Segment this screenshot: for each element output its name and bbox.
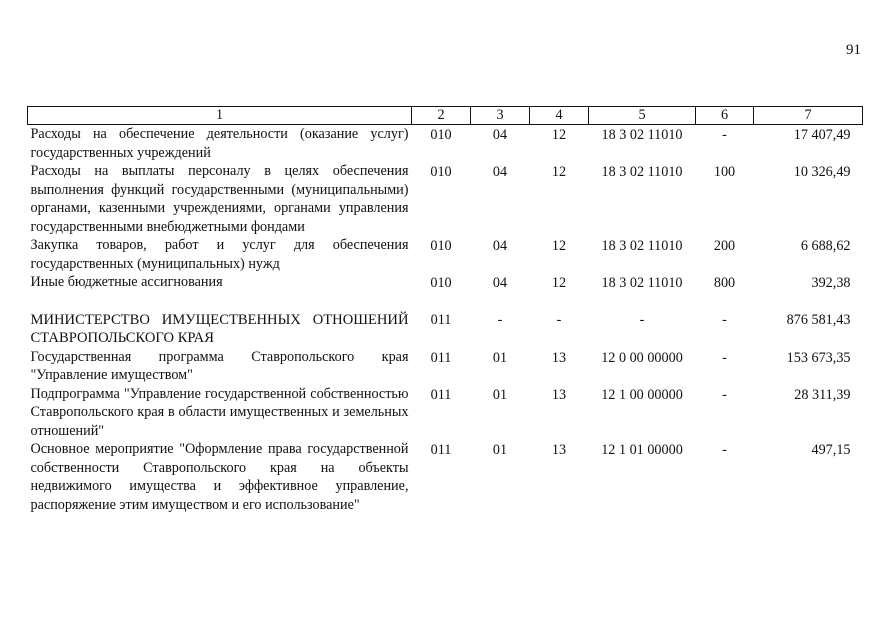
row-subsection-code: 13 [551, 442, 567, 458]
row-section-code: - [497, 311, 503, 328]
row-expense-type: 200 [713, 238, 736, 254]
row-section-code: 01 [492, 442, 508, 458]
row-target-code: 18 3 02 11010 [601, 164, 683, 180]
row-subsection-code: 13 [551, 386, 567, 403]
budget-table [27, 106, 863, 514]
row-ministry-code: 010 [430, 275, 452, 291]
row-name: Государственная программа Ставропольского края "Управление имуществом" [30, 348, 409, 383]
row-ministry-code: 010 [430, 127, 452, 143]
row-section-code: 04 [492, 275, 508, 291]
row-target-code: 18 3 02 11010 [601, 275, 683, 291]
row-ministry-code: 010 [430, 238, 452, 254]
row-subsection-code: 12 [551, 127, 567, 143]
table-row [28, 440, 863, 514]
row-expense-type: - [722, 386, 727, 403]
row-section-code: 04 [492, 238, 508, 254]
row-expense-type: - [722, 442, 727, 458]
row-amount: 6 688,62 [800, 238, 851, 254]
row-name: Расходы на выплаты персоналу в целях обеспечения выполнения функций государственными (муниципальными) органами, казенными учреждениями, органами управления государственными внебюджетными фондами [30, 163, 409, 235]
row-ministry-code: 010 [430, 164, 452, 180]
row-subsection-code: - [556, 311, 562, 328]
row-target-code: 18 3 02 11010 [601, 127, 683, 143]
row-name: Закупка товаров, работ и услуг для обеспечения государственных (муниципальных) нужд [30, 237, 409, 272]
table-row [28, 348, 863, 385]
row-expense-type: - [722, 311, 727, 328]
col-header-amount: 7 [754, 107, 863, 125]
table-row [28, 125, 863, 163]
table-row [28, 273, 863, 293]
row-section-code: 04 [492, 127, 508, 143]
row-expense-type: - [722, 127, 727, 143]
row-amount: 497,15 [811, 442, 851, 458]
row-target-code: 12 1 00 00000 [601, 386, 683, 403]
row-subsection-code: 12 [551, 238, 567, 254]
row-target-code: 12 1 01 00000 [601, 442, 683, 458]
row-amount: 876 581,43 [786, 311, 851, 328]
col-header-section: 3 [471, 107, 530, 125]
row-subsection-code: 12 [551, 275, 567, 291]
page-number: 91 [846, 42, 861, 58]
row-amount: 17 407,49 [793, 127, 851, 143]
row-name: Подпрограмма "Управление государственной собственностью Ставропольского края в области имущественных и земельных отношений" [30, 385, 409, 439]
row-amount: 392,38 [811, 275, 851, 291]
col-header-expense-type: 6 [696, 107, 754, 125]
row-amount: 153 673,35 [786, 349, 851, 366]
row-name: Основное мероприятие "Оформление права государственной собственности Ставропольского края на объекты недвижимого имущества и эффективное управление, распоряжение этим имуществом и его использование" [30, 441, 409, 513]
row-subsection-code: 12 [551, 164, 567, 180]
row-section-code: 01 [492, 349, 508, 366]
row-target-code: 12 0 00 00000 [601, 349, 683, 366]
col-header-target: 5 [589, 107, 696, 125]
row-expense-type: 100 [713, 164, 736, 180]
row-ministry-code: 011 [430, 349, 452, 366]
row-subsection-code: 13 [551, 349, 567, 366]
row-section-code: 04 [492, 164, 508, 180]
row-name: МИНИСТЕРСТВО ИМУЩЕСТВЕННЫХ ОТНОШЕНИЙ СТАВРОПОЛЬСКОГО КРАЯ [30, 311, 409, 346]
table-row [28, 293, 863, 348]
table-row [28, 385, 863, 441]
row-section-code: 01 [492, 386, 508, 403]
row-ministry-code: 011 [430, 442, 452, 458]
row-expense-type: 800 [713, 275, 736, 291]
col-header-subsection: 4 [530, 107, 589, 125]
row-expense-type: - [722, 349, 727, 366]
row-ministry-code: 011 [430, 386, 452, 403]
row-amount: 28 311,39 [794, 386, 851, 403]
row-ministry-code: 011 [430, 311, 452, 328]
table-row [28, 162, 863, 236]
row-name: Расходы на обеспечение деятельности (оказание услуг) государственных учреждений [30, 126, 409, 161]
row-target-code: - [639, 311, 645, 328]
col-header-name: 1 [28, 107, 412, 125]
col-header-ministry: 2 [412, 107, 471, 125]
header-row [28, 107, 863, 125]
row-target-code: 18 3 02 11010 [601, 238, 683, 254]
row-amount: 10 326,49 [793, 164, 851, 180]
table-row [28, 236, 863, 273]
row-name: Иные бюджетные ассигнования [30, 274, 223, 290]
